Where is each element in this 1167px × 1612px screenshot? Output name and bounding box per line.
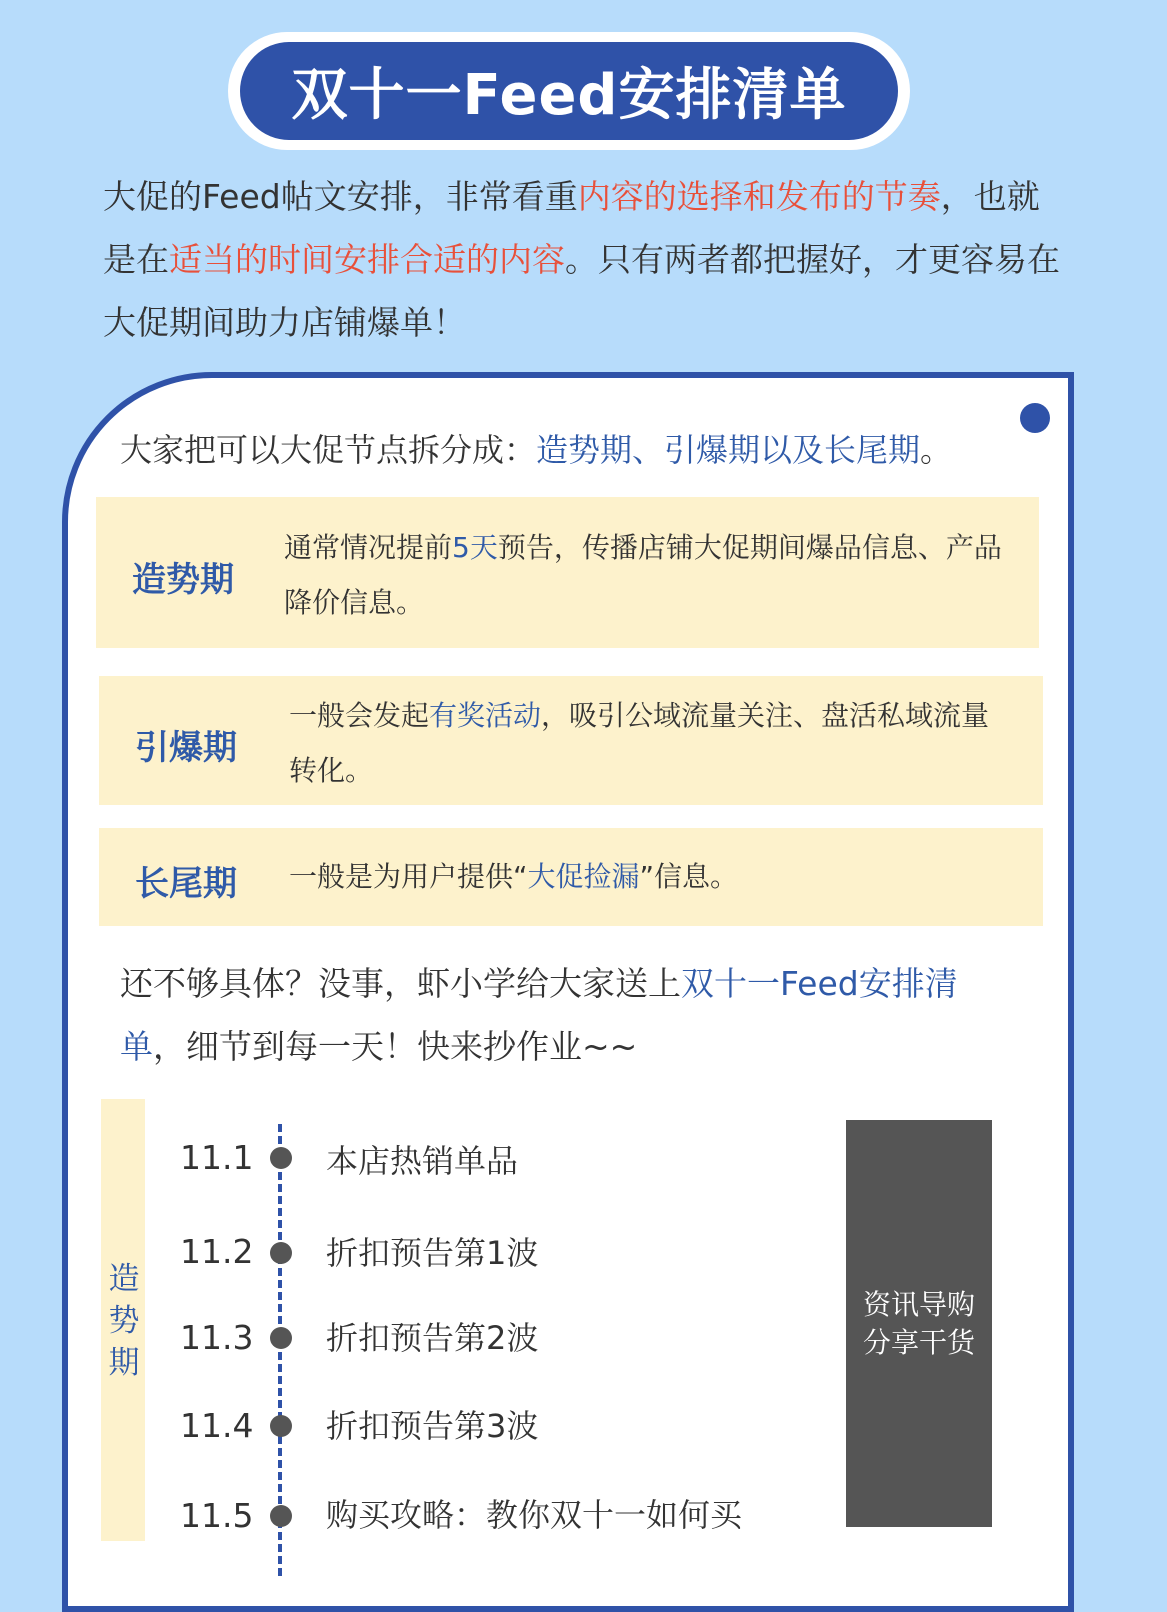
timeline-item: 折扣预告第1波: [326, 1234, 539, 1272]
outro-tail: ，细节到每一天！快来抄作业~~: [153, 1027, 638, 1066]
category-line-2: 分享干货: [862, 1325, 975, 1359]
phase-text-2: ”信息。: [639, 860, 739, 893]
phase-label: 造势期: [132, 560, 234, 600]
intro-highlight-2: 适当的时间安排合适的内容: [169, 240, 565, 279]
outro-paragraph: [120, 952, 1020, 1078]
phase-text-2: 预告，传播店铺大促期间爆品信息、产品降价信息。: [284, 531, 1002, 619]
intro-paragraph: [103, 165, 1063, 354]
intro-text-3: 。只有两者都把握好，才更容易在大促期间助力店铺爆单！: [103, 240, 1060, 342]
intro-text-2: ，也就是在: [103, 177, 1040, 279]
phase-description: [284, 520, 1004, 630]
phase-box-buildup: [96, 497, 1039, 648]
phase-text-1: 一般是为用户提供“: [289, 860, 528, 893]
phase-text-1: 通常情况提前: [284, 531, 453, 564]
phase-box-longtail: [99, 828, 1043, 926]
phase-text-1: 一般会发起: [289, 699, 430, 732]
timeline-date: 11.5: [180, 1496, 254, 1535]
timeline-date: 11.4: [180, 1406, 254, 1445]
decorative-dot: [1020, 403, 1050, 433]
timeline-dot: [270, 1242, 292, 1264]
intro-highlight-1: 内容的选择和发布的节奏: [577, 177, 941, 216]
timeline-dot: [270, 1327, 292, 1349]
timeline-item: 折扣预告第2波: [326, 1319, 539, 1357]
outro-highlight: 双十一Feed安排清单: [120, 964, 958, 1066]
phase-highlight: 5天: [452, 531, 498, 564]
timeline-date: 11.3: [180, 1318, 254, 1357]
side-label: 造势期: [108, 1261, 140, 1381]
phase-intro-tail: 。: [920, 431, 953, 469]
page-title: 双十一Feed安排清单: [240, 42, 898, 140]
phase-label: 长尾期: [135, 864, 237, 904]
phase-description: [289, 688, 1009, 798]
phase-intro-highlight: 造势期、引爆期以及长尾期: [536, 431, 921, 469]
timeline-dot: [270, 1415, 292, 1437]
phase-intro: [120, 425, 952, 471]
phase-text-2: ，吸引公域流量关注、盘活私域流量转化。: [289, 699, 990, 787]
timeline-item: 购买攻略：教你双十一如何买: [326, 1496, 743, 1534]
phase-label: 引爆期: [135, 728, 237, 768]
phase-description: [289, 849, 1009, 904]
category-line-1: 资讯导购: [862, 1287, 975, 1321]
phase-highlight: 大促捡漏: [527, 860, 640, 893]
phase-box-explosion: [99, 676, 1043, 805]
intro-text-1: 大促的Feed帖文安排，非常看重: [103, 177, 578, 216]
timeline-dot: [270, 1147, 292, 1169]
timeline-item: 折扣预告第3波: [326, 1407, 539, 1445]
timeline-date: 11.1: [180, 1138, 254, 1177]
timeline-date: 11.2: [180, 1232, 254, 1271]
outro-lead: 还不够具体？没事，虾小学给大家送上: [120, 964, 681, 1003]
timeline-item: 本店热销单品: [326, 1142, 519, 1180]
phase-intro-lead: 大家把可以大促节点拆分成：: [120, 431, 537, 469]
category-box: [846, 1120, 992, 1527]
timeline-dot: [270, 1505, 292, 1527]
phase-highlight: 有奖活动: [429, 699, 542, 732]
title-banner: [228, 32, 910, 150]
